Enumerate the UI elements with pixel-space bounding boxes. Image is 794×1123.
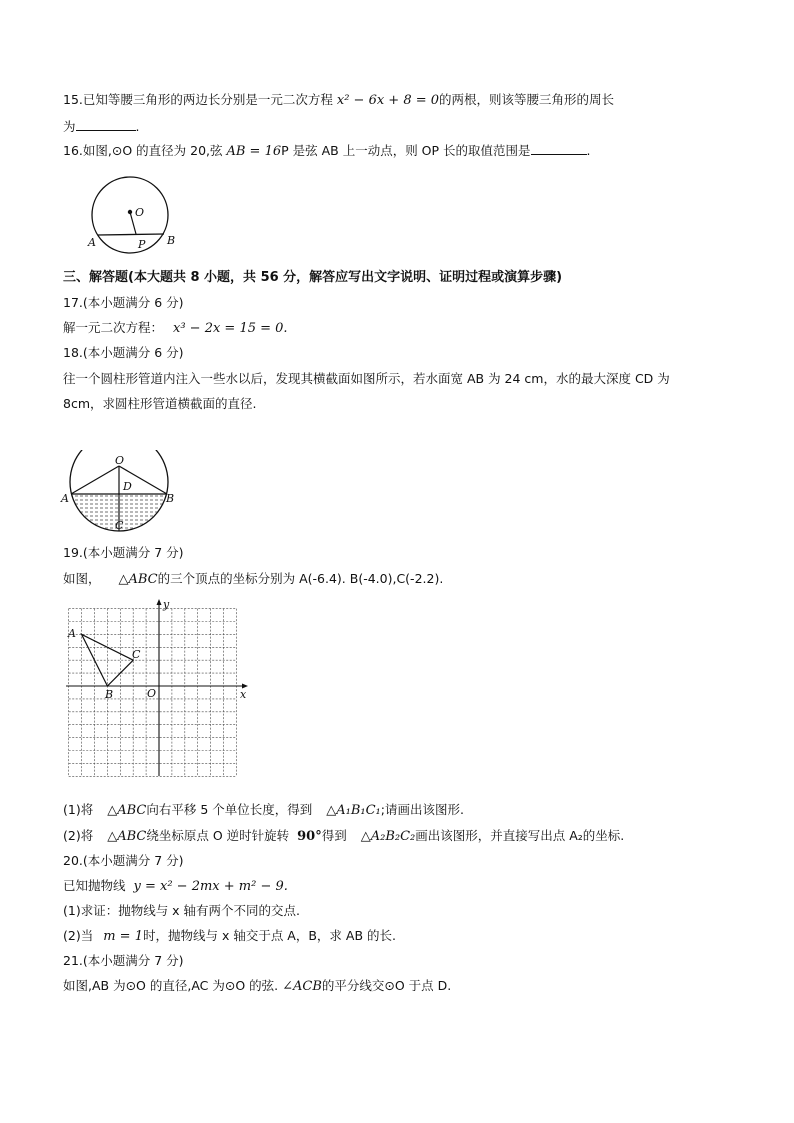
q18-header: 18.(本小题满分 6 分) xyxy=(63,345,184,360)
q15-answer-blank[interactable] xyxy=(76,117,136,131)
q21-header: 21.(本小题满分 7 分) xyxy=(63,953,184,968)
q17-prompt: 解一元二次方程： xyxy=(63,320,164,335)
q19-part1-prefix: (1)将 xyxy=(63,802,94,817)
q18-label-c: C xyxy=(115,519,124,532)
q20-equation: y = x² − 2mx + m² − 9. xyxy=(133,879,288,894)
q16-circle-figure xyxy=(78,172,190,262)
q21-text-suffix: 的平分线交⊙O 于点 D. xyxy=(321,978,452,993)
q19-part2-prefix: (2)将 xyxy=(63,828,94,843)
q18-label-a: A xyxy=(61,492,69,505)
q15-line2-suffix: . xyxy=(135,119,140,134)
q19-part2-suffix: 画出该图形，并直接写出点 A₂的坐标. xyxy=(415,828,625,843)
q19-label-b: B xyxy=(105,688,114,701)
q20-part2-prefix: (2)当 xyxy=(63,928,94,943)
q21-text-prefix: 如图,AB 为⊙O 的直径,AC 为⊙O 的弦. xyxy=(63,978,279,993)
q15-equation: x² − 6x + 8 = 0 xyxy=(336,93,440,108)
q20-intro xyxy=(63,877,288,896)
q17-equation: x³ − 2x = 15 = 0. xyxy=(173,321,288,336)
q16-label-p: P xyxy=(138,238,146,251)
q16-label-o: O xyxy=(135,206,145,219)
q19-label-c: C xyxy=(132,648,141,661)
q20-part1: (1)求证：抛物线与 x 轴有两个不同的交点. xyxy=(63,903,301,918)
q19-part1-mid: 向右平移 5 个单位长度，得到 xyxy=(146,802,313,817)
q19-part1-triangle: △ABC xyxy=(107,803,147,818)
q21-text xyxy=(63,977,451,996)
q19-part2-result: △A₂B₂C₂ xyxy=(360,829,416,844)
q16-end: . xyxy=(586,143,591,158)
q19-intro-suffix: 的三个顶点的坐标分别为 A(-6.4). B(-4.0),C(-2.2). xyxy=(157,571,444,586)
q19-label-a: A xyxy=(68,627,76,640)
q19-axis-label-x: x xyxy=(240,688,247,701)
q18-label-d: D xyxy=(123,480,132,493)
q15-line1 xyxy=(63,91,614,110)
q20-part2-condition: m = 1 xyxy=(103,929,143,944)
q16-label-b: B xyxy=(167,234,176,247)
q17-line xyxy=(63,319,288,338)
q19-part1-suffix: ;请画出该图形. xyxy=(380,802,464,817)
q20-part2-suffix: 时，抛物线与 x 轴交于点 A，B，求 AB 的长. xyxy=(142,928,396,943)
q16-line xyxy=(63,141,591,161)
q19-intro xyxy=(63,570,443,589)
q18-pipe-figure xyxy=(60,450,182,538)
q20-part2 xyxy=(63,927,396,946)
q21-angle: ∠ACB xyxy=(282,979,322,994)
q19-part1-result: △A₁B₁C₁ xyxy=(326,803,381,818)
q19-header: 19.(本小题满分 7 分) xyxy=(63,545,184,560)
q19-intro-prefix: 如图， xyxy=(63,571,101,586)
q16-text-2: P 是弦 AB 上一动点，则 OP 长的取值范围是 xyxy=(281,143,531,158)
q18-label-b: B xyxy=(166,492,175,505)
q19-part2 xyxy=(63,827,624,846)
q19-part1 xyxy=(63,801,464,820)
q16-text: 16.如图,⊙O 的直径为 20,弦 xyxy=(63,143,223,158)
q19-part2-angle: 90° xyxy=(297,829,322,844)
q19-part2-mid: 绕坐标原点 O 逆时针旋转 xyxy=(146,828,290,843)
q19-axis-label-y: y xyxy=(163,598,170,611)
q15-line2 xyxy=(63,117,140,136)
q20-header: 20.(本小题满分 7 分) xyxy=(63,853,184,868)
q16-answer-blank[interactable] xyxy=(531,141,587,155)
q20-intro-prefix: 已知抛物线 xyxy=(63,878,126,893)
q19-part2-triangle: △ABC xyxy=(107,829,147,844)
q15-text-suffix: 的两根，则该等腰三角形的周长 xyxy=(439,92,615,107)
q16-chord-equation: AB = 16 xyxy=(226,144,282,159)
q15-text: 15.已知等腰三角形的两边长分别是一元二次方程 xyxy=(63,92,333,107)
q19-part2-mid2: 得到 xyxy=(321,828,347,843)
q19-coordinate-grid xyxy=(62,598,252,784)
q18-label-o: O xyxy=(115,454,125,467)
q19-triangle: △ABC xyxy=(118,572,158,587)
q19-label-o: O xyxy=(147,687,157,700)
q16-label-a: A xyxy=(88,236,96,249)
q18-line2: 8cm，求圆柱形管道横截面的直径. xyxy=(63,396,257,411)
q18-line1: 往一个圆柱形管道内注入一些水以后，发现其横截面如图所示，若水面宽 AB 为 24 cm，水的最大深度 CD 为 xyxy=(63,371,670,386)
section-heading: 三、解答题(本大题共 8 小题，共 56 分，解答应写出文字说明、证明过程或演算步骤) xyxy=(63,270,563,285)
q15-line2-prefix: 为 xyxy=(63,119,76,134)
q17-header: 17.(本小题满分 6 分) xyxy=(63,295,184,310)
